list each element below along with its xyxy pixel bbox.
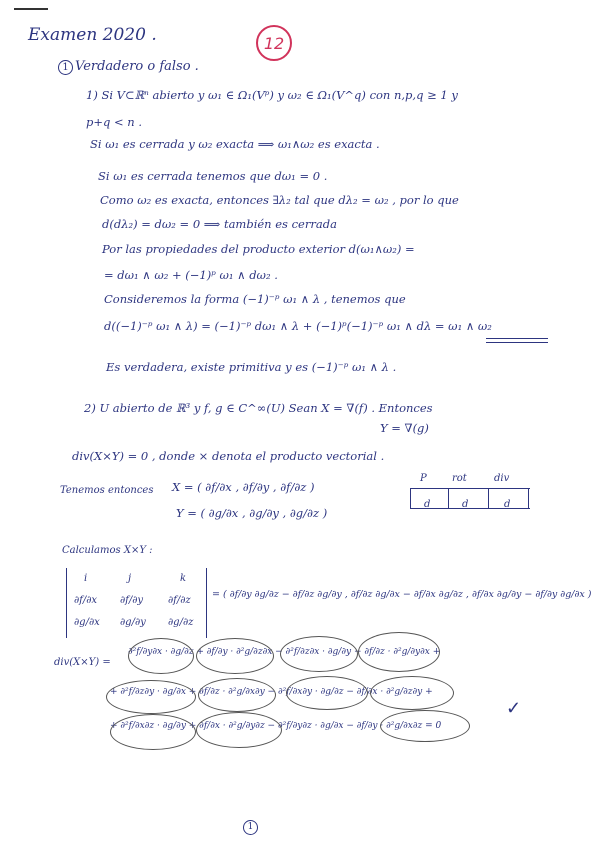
det-r3c2: ∂g/∂y	[120, 617, 146, 628]
term-oval	[198, 678, 276, 712]
det-r1c3: k	[180, 573, 187, 584]
y-definition: Y = ( ∂g/∂x , ∂g/∂y , ∂g/∂z )	[176, 506, 328, 520]
det-r3c3: ∂g/∂z	[168, 617, 194, 628]
diagram-top-right: div	[494, 473, 510, 484]
diagram-bottom-mid2: d	[504, 499, 511, 510]
det-r1c1: i	[84, 573, 88, 584]
section-heading-text: Verdadero o falso .	[75, 59, 199, 74]
term-oval	[128, 638, 194, 674]
term-oval	[280, 636, 358, 672]
item1-line5: Como ω₂ es exacta, entonces ∃λ₂ tal que dλ₂ = ω₂ , por lo que	[100, 193, 459, 207]
calc-label: Calculamos X×Y :	[62, 545, 153, 556]
item1-line7: Por las propiedades del producto exterior d(ω₁∧ω₂) =	[102, 242, 415, 256]
result-underline-1	[486, 338, 548, 339]
det-r2c2: ∂f/∂y	[120, 595, 144, 606]
term-oval	[380, 710, 470, 742]
section-heading	[58, 60, 199, 75]
det-r2c1: ∂f/∂x	[74, 595, 98, 606]
diagram-top-left: P	[420, 473, 427, 484]
det-left-bar	[66, 568, 67, 638]
top-rule	[14, 8, 48, 10]
tenemos-label: Tenemos entonces	[60, 485, 154, 496]
item1-line4: Si ω₁ es cerrada tenemos que dω₁ = 0 .	[98, 169, 328, 183]
det-right-bar	[206, 568, 207, 638]
term-oval	[196, 712, 282, 748]
result-underline-2	[486, 342, 548, 343]
diagram-top-arrow	[410, 488, 530, 489]
item1-line8: = dω₁ ∧ ω₂ + (−1)ᵖ ω₁ ∧ dω₂ .	[104, 268, 278, 282]
item2-line1: 2) U abierto de ℝ³ y f, g ∈ C^∞(U) Sean X = ∇(f) . Entonces	[84, 401, 433, 415]
term-oval	[370, 676, 454, 710]
diagram-top-mid: rot	[452, 473, 467, 484]
item1-line2: p+q < n .	[86, 115, 143, 129]
diagram-bottom-mid1: d	[462, 499, 469, 510]
term-oval	[358, 632, 440, 672]
item1-line3: Si ω₁ es cerrada y ω₂ exacta ⟹ ω₁∧ω₂ es exacta .	[90, 137, 380, 151]
item1-line10: d((−1)⁻ᵖ ω₁ ∧ λ) = (−1)⁻ᵖ dω₁ ∧ λ + (−1)ᵖ(−1)⁻ᵖ ω₁ ∧ dλ = ω₁ ∧ ω₂	[104, 319, 492, 333]
item1-line6: d(dλ₂) = dω₂ = 0 ⟹ también es cerrada	[102, 217, 337, 231]
item2-line1b: Y = ∇(g)	[380, 421, 429, 435]
det-r2c3: ∂f/∂z	[168, 595, 191, 606]
cross-result: = ( ∂f/∂y ∂g/∂z − ∂f/∂z ∂g/∂y , ∂f/∂z ∂g/∂x − ∂f/∂x ∂g/∂z , ∂f/∂x ∂g/∂y − ∂f/∂y ∂g/∂x )	[212, 589, 592, 600]
item1-line1: 1) Si V⊂ℝⁿ abierto y ω₁ ∈ Ω₁(Vᵖ) y ω₂ ∈ Ω₁(V^q) con n,p,q ≥ 1 y	[86, 88, 458, 102]
diagram-vert-1	[410, 488, 411, 508]
item1-line9: Consideremos la forma (−1)⁻ᵖ ω₁ ∧ λ , tenemos que	[104, 292, 406, 306]
det-r3c1: ∂g/∂x	[74, 617, 100, 628]
diagram-vert-3	[488, 488, 489, 508]
page-badge: 12	[256, 25, 292, 61]
diagram-vert-4	[528, 488, 529, 508]
div-row1: ∂²f/∂y∂x · ∂g/∂z + ∂f/∂y · ∂²g/∂z∂x − ∂²f/∂z∂x · ∂g/∂y − ∂f/∂z · ∂²g/∂y∂x +	[128, 647, 441, 657]
term-oval	[106, 680, 196, 714]
section-number: 1	[58, 60, 73, 75]
div-row3: + ∂²f/∂x∂z · ∂g/∂y + ∂f/∂x · ∂²g/∂y∂z − ∂²f/∂y∂z · ∂g/∂x − ∂f/∂y · ∂²g/∂x∂z = 0	[110, 721, 442, 731]
term-oval	[286, 676, 368, 710]
check-mark: ✓	[506, 698, 522, 719]
div-label: div(X×Y) =	[54, 657, 111, 668]
x-definition: X = ( ∂f/∂x , ∂f/∂y , ∂f/∂z )	[172, 480, 315, 494]
page-title: Examen 2020 .	[28, 25, 157, 45]
term-oval	[196, 638, 274, 674]
diagram-bottom-left: d	[424, 499, 431, 510]
item1-line11: Es verdadera, existe primitiva y es (−1)⁻ᵖ ω₁ ∧ λ .	[106, 360, 397, 374]
item2-line2: div(X×Y) = 0 , donde × denota el producto vectorial .	[72, 449, 385, 463]
term-oval	[110, 714, 196, 750]
det-r1c2: j	[128, 573, 132, 584]
div-row2: + ∂²f/∂z∂y · ∂g/∂x + ∂f/∂z · ∂²g/∂x∂y − ∂²f/∂x∂y · ∂g/∂z − ∂f/∂x · ∂²g/∂z∂y +	[110, 687, 433, 697]
diagram-vert-2	[448, 488, 449, 508]
page-footer-number: 1	[243, 820, 258, 835]
